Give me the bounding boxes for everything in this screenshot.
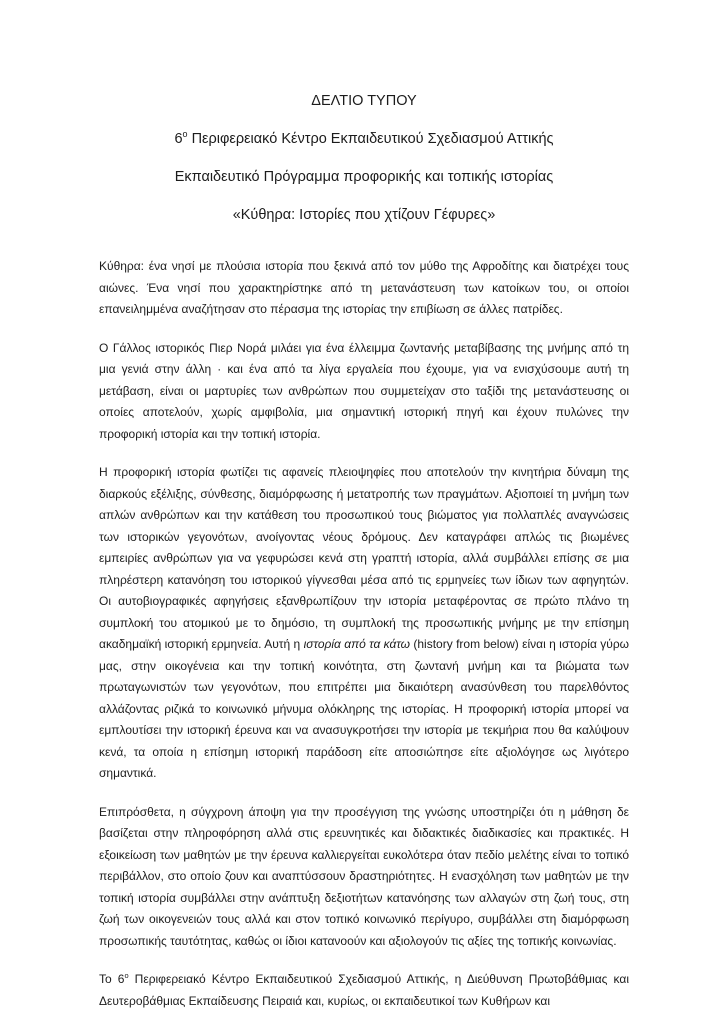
program-subtitle: «Κύθηρα: Ιστορίες που χτίζουν Γέφυρες» — [232, 207, 496, 223]
paragraph-oral-history-text-1: Η προφορική ιστορία φωτίζει τις αφανείς πλειοψηφίες που αποτελούν την κινητήρια δύναμη της διαρκούς εξέλιξης, σύνθεσης, διαμόρφωσης ή μετατροπής των πραγμάτων. Αξιοποιεί τη μνήμη των απλών ανθρώπων και την κατάθεση του προσωπικού τους βιώματος για πολλαπλές αναγνώσεις των ιστορικών γεγονότων, ανοίγοντας νέους δρόμους. Δεν καταγράφει απλώς τις βιωμένες εμπειρίες ανθρώπων για να γεφυρώσει κενά στη γραπτή ιστορία, αλλά συμβάλλει επίσης σε μια πληρέστερη κατανόηση του ιστορικού γίγνεσθαι μέσα από τις ερμηνείες των ίδιων των αφηγητών. Οι αυτοβιογραφικές αφηγήσεις εξανθρωπίζουν την ιστορία μεταφέροντας σε πρώτο πλάνο τη συμπλοκή του ατομικού με το δημόσιο, τη συμπλοκή της προσωπικής μνήμης με την επίσημη ακαδημαϊκή ιστορική ερμηνεία. Αυτή η — [99, 465, 629, 651]
paragraph-closing — [99, 969, 629, 1012]
paragraph-pierre-nora: Ο Γάλλος ιστορικός Πιερ Νορά μιλάει για ένα έλλειμμα ζωντανής μεταβίβασης της μνήμης από τη μια γενιά στην άλλη · και ένα από τα λίγα εργαλεία που έχουμε, για να ενισχύσουμε αυτή τη μετάβαση, είναι οι μαρτυρίες των ανθρώπων που συμμετείχαν στο ταξίδι της μετανάστευσης οι οποίες αποτελούν, χωρίς αμφιβολία, μια σημαντική ιστορική πηγή και έχουν πυλώνες την προφορική ιστορία και την τοπική ιστορία. — [99, 340, 629, 441]
paragraph-learning-approach: Επιπρόσθετα, η σύγχρονη άποψη για την προσέγγιση της γνώσης υποστηρίζει ότι η μάθηση δε βασίζεται στην πληροφόρηση αλλά στις ερευνητικές και διδακτικές διαδικασίες και πρακτικές. Η εξοικείωση των μαθητών με την έρευνα καλλιεργείται ευκολότερα όταν πεδίο μελέτης είναι το τοπικό περιβάλλον, στο οποίο ζουν και αναπτύσσουν δραστηριότητες. Η ενασχόληση των μαθητών με την τοπική ιστορία συμβάλλει στην ανάπτυξη δεξιοτήτων κατανόησης των αλλαγών στη ζωή τους, στη ζωή των οικογενειών τους αλλά και στον τοπικό κοινωνικό περίγυρο, συμβάλλει στη διαμόρφωση προσωπικής ταυτότητας, καθώς οι ίδιοι κατανοούν και αξιολογούν τις αξίες της τοπικής κοινωνίας. — [99, 804, 629, 948]
organization-name: Περιφερειακό Κέντρο Εκπαιδευτικού Σχεδιασμού Αττικής — [187, 131, 554, 147]
paragraph-kythira-intro: Κύθηρα: ένα νησί με πλούσια ιστορία που ξεκινά από τον μύθο της Αφροδίτης και διατρέχει τους αιώνες. Ένα νησί που χαρακτηρίστηκε από τη μετανάστευση των κατοίκων του, οι οποίοι επανειλημμένα αναζήτησαν στο πέρασμα της ιστορίας την επιβίωση σε άλλες πατρίδες. — [99, 259, 629, 316]
paragraph-oral-history — [99, 462, 629, 785]
program-heading: Εκπαιδευτικό Πρόγραμμα προφορικής και τοπικής ιστορίας — [174, 169, 554, 185]
press-release-title: ΔΕΛΤΙΟ ΤΥΠΟΥ — [311, 93, 417, 109]
paragraph-oral-history-text-2: (history from below) είναι η ιστορία γύρω μας, στην οικογένεια και την τοπική κοινότητα, στη ζωντανή μνήμη και τα βιώματα των πρωταγωνιστών των γεγονότων, που επιτρέπει μια δικαιότερη ανασύνθεση του παρελθόντος αλλάζοντας ριζικά το κοινωνικό μήνυμα ολόκληρης της ιστορίας. Η προφορική ιστορία μπορεί να εμπλουτίσει την ιστορική έρευνα και να ανασυγκροτήσει την ιστορία με τεκμήρια που θα καλύψουν κενά, τα οποία η επίσημη ιστορική παράδοση είτε αποσιώπησε είτε αξιολόγησε ως λιγότερο σημαντικά. — [99, 637, 630, 780]
ordinal-superscript: ο — [182, 129, 188, 140]
document-body — [99, 256, 629, 1012]
organization-number: 6 — [174, 131, 183, 147]
document-header — [99, 82, 629, 234]
history-from-below-italic: ιστορία από τα κάτω — [303, 637, 411, 651]
organization-heading — [99, 120, 629, 158]
paragraph-closing-rest: Περιφερειακό Κέντρο Εκπαιδευτικού Σχεδιασμού Αττικής, η Διεύθυνση Πρωτοβάθμιας και Δευτεροβάθμιας Εκπαίδευσης Πειραιά και, κυρίως, οι εκπαιδευτικοί των Κυθήρων και — [99, 972, 629, 1008]
paragraph-closing-prefix: Το 6 — [99, 972, 125, 986]
ordinal-superscript: ο — [124, 971, 129, 980]
